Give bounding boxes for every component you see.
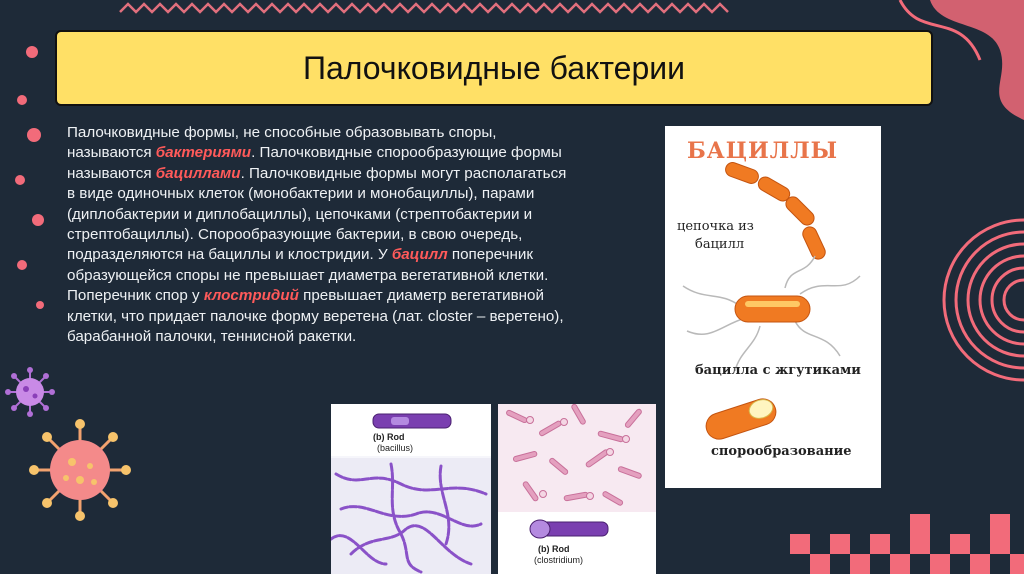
flagella-label: бацилла с жгутиками [695,363,861,378]
chain-label: цепочка из [677,219,754,234]
virus-icon [5,367,55,417]
bacillus-micrograph [331,404,491,574]
virus-icon [29,419,131,521]
bacillus-drawing [331,404,491,574]
dots-decor [15,46,44,309]
rings-decor [944,220,1024,380]
rod-sublabel: (bacillus) [377,443,414,453]
clostridium-sublabel: (clostridium) [534,555,584,565]
clostridium-micrograph [498,404,656,574]
rod-label: (b) Rod [373,432,405,442]
highlighted-term: бациллами [155,164,241,182]
paragraph-segment: превышает диаметр вегетативной клетки, что придает палочке форму веретена (лат. closter – веретено), барабанной палочки, теннисной ракетки. [67,287,564,346]
paragraph-segment: поперечник образующейся споры не превышает диаметра вегетативной клетки. Поперечник спор у [67,246,549,305]
highlighted-term: клостридий [203,287,299,305]
zigzag-decor [120,4,728,12]
spore-label: спорообразование [711,444,852,459]
spore-bacillus [703,396,780,443]
paragraph-segment: . Палочковидные формы могут располагаться в виде одиночных клеток (монобактерии и монобациллы), парами (диплобактерии и диплобациллы), цепочками (стрептобактерии и стрептобациллы). Спорообразующие бактерии, в свою очередь, подразделяются на бациллы и клостридии. У [67,164,567,264]
wave-blob-decor [930,0,1024,120]
bacilli-heading: БАЦИЛЛЫ [687,138,839,164]
highlighted-term: бацилл [391,246,448,264]
checker-decor [790,514,1024,574]
title-bar [55,30,933,106]
clostridium-drawing [498,404,656,574]
paragraph-segment: Палочковидные формы, не способные образовывать споры, называются [67,124,497,162]
bacilli-drawings [665,126,881,488]
body-paragraph [67,123,577,347]
clostridium-rod-label: (b) Rod [538,544,570,554]
chain-label-2: бацилл [695,237,745,252]
paragraph-segment: . Палочковидные спорообразующие формы называются [67,144,562,182]
bacilli-illustration [665,126,881,488]
flagellated-bacillus [683,256,860,371]
slide-title: Палочковидные бактерии [302,49,686,86]
highlighted-term: бактериями [155,144,252,162]
